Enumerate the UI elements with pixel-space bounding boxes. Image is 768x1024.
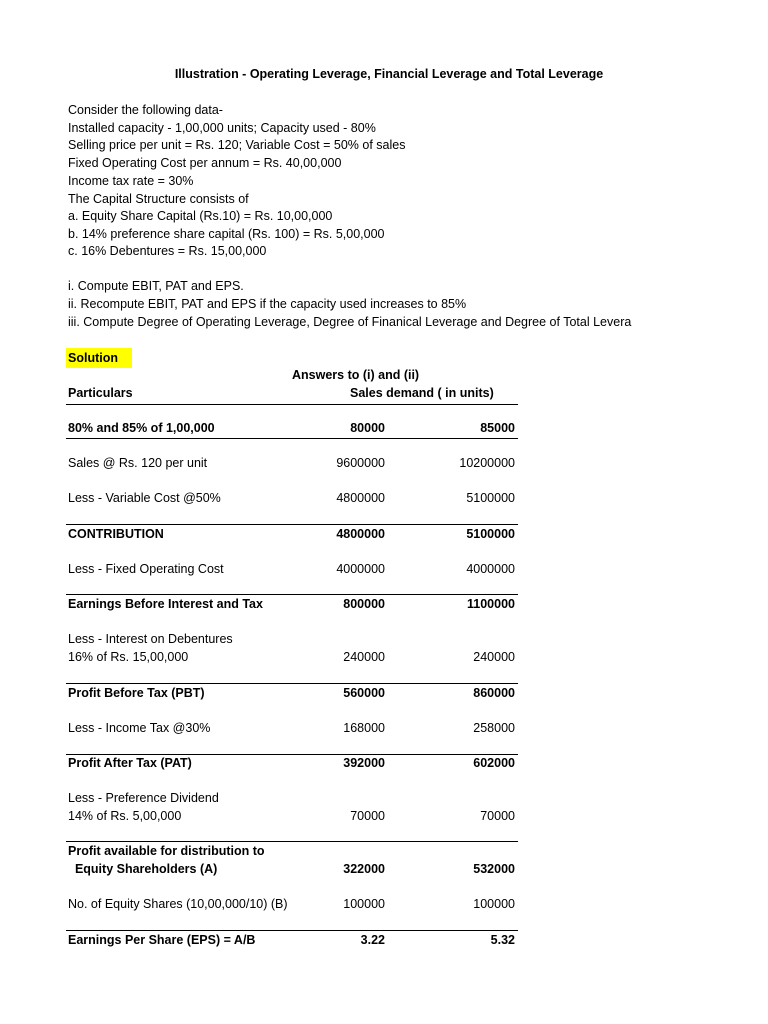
problem-line: Income tax rate = 30% [68,174,194,188]
answers-header: Answers to (i) and (ii) [292,368,420,382]
problem-line: Selling price per unit = Rs. 120; Variable Cost = 50% of sales [68,138,406,152]
table-row-sublabel: 16% of Rs. 15,00,000 [68,650,189,664]
table-cell-80: 80000 [350,421,385,435]
table-cell-85: 240000 [473,650,515,664]
table-cell-85: 258000 [473,721,515,735]
table-row-label: Less - Preference Dividend [68,791,219,805]
table-row-sublabel: Equity Shareholders (A) [68,862,218,876]
table-cell-85: 5100000 [466,491,515,505]
table-cell-85: 860000 [473,686,515,700]
problem-line: Fixed Operating Cost per annum = Rs. 40,00,000 [68,156,342,170]
table-cell-85: 70000 [480,809,515,823]
table-row-label: 80% and 85% of 1,00,000 [68,421,215,435]
row-rule [66,594,518,595]
table-row-label: Less - Income Tax @30% [68,721,211,735]
question-line: ii. Recompute EBIT, PAT and EPS if the capacity used increases to 85% [68,297,467,311]
row-rule [66,524,518,525]
table-cell-80: 800000 [343,597,385,611]
table-cell-80: 3.22 [360,933,385,947]
table-cell-80: 168000 [343,721,385,735]
table-cell-80: 322000 [343,862,385,876]
table-cell-85: 10200000 [459,456,515,470]
table-row-sublabel: 14% of Rs. 5,00,000 [68,809,182,823]
table-cell-80: 4800000 [336,491,385,505]
table-row-label: Less - Variable Cost @50% [68,491,221,505]
table-row-label: Profit available for distribution to [68,844,265,858]
table-row-label: Earnings Before Interest and Tax [68,597,263,611]
row-rule [66,683,518,684]
table-cell-85: 100000 [473,897,515,911]
table-cell-85: 532000 [473,862,515,876]
table-cell-80: 392000 [343,756,385,770]
question-line: i. Compute EBIT, PAT and EPS. [68,279,244,293]
solution-label: Solution [66,348,132,368]
row-rule [66,930,518,931]
table-cell-85: 85000 [480,421,515,435]
table-row-label: No. of Equity Shares (10,00,000/10) (B) [68,897,288,911]
table-cell-80: 9600000 [336,456,385,470]
table-cell-80: 4000000 [336,562,385,576]
table-cell-85: 1100000 [467,597,515,611]
row-rule [66,841,518,842]
table-row-label: Less - Fixed Operating Cost [68,562,224,576]
problem-line: b. 14% preference share capital (Rs. 100) = Rs. 5,00,000 [68,227,385,241]
table-row-label: Profit After Tax (PAT) [68,756,192,770]
table-row-label: Less - Interest on Debentures [68,632,233,646]
table-cell-85: 602000 [473,756,515,770]
table-cell-80: 100000 [343,897,385,911]
table-cell-80: 4800000 [336,527,385,541]
problem-line: c. 16% Debentures = Rs. 15,00,000 [68,244,267,258]
document-title: Illustration - Operating Leverage, Financial Leverage and Total Leverage [174,67,604,81]
question-line: iii. Compute Degree of Operating Leverage, Degree of Finanical Leverage and Degree of Total Levera [68,315,632,329]
sales-demand-header: Sales demand ( in units) [350,386,494,400]
table-row-label: Earnings Per Share (EPS) = A/B [68,933,256,947]
table-row-label: CONTRIBUTION [68,527,164,541]
header-rule [66,404,518,405]
table-cell-80: 70000 [350,809,385,823]
problem-line: Installed capacity - 1,00,000 units; Capacity used - 80% [68,121,376,135]
row-rule [66,438,518,439]
problem-line: The Capital Structure consists of [68,192,249,206]
problem-line: a. Equity Share Capital (Rs.10) = Rs. 10,00,000 [68,209,333,223]
table-cell-80: 560000 [343,686,385,700]
table-cell-80: 240000 [343,650,385,664]
problem-line: Consider the following data- [68,103,223,117]
table-cell-85: 5100000 [466,527,515,541]
particulars-header: Particulars [68,386,133,400]
table-row-label: Sales @ Rs. 120 per unit [68,456,208,470]
table-cell-85: 4000000 [466,562,515,576]
table-cell-85: 5.32 [490,933,515,947]
table-row-label: Profit Before Tax (PBT) [68,686,205,700]
